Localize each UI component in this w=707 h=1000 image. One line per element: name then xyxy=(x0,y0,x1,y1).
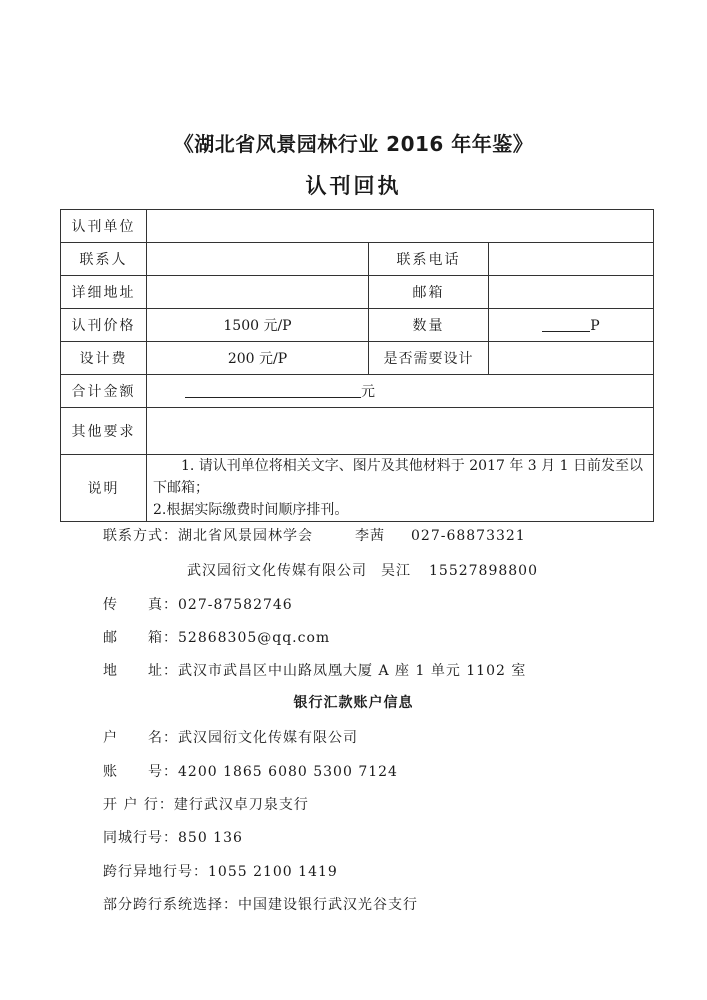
row-address xyxy=(61,276,654,309)
row-note xyxy=(61,455,654,522)
city-code-label: 同城行号： xyxy=(103,830,178,846)
bank-account-label: 账 号： xyxy=(103,764,178,780)
bank-name-line xyxy=(103,727,358,747)
quantity-field[interactable] xyxy=(489,309,654,342)
contact-method-label: 联系方式： xyxy=(103,528,178,544)
quantity-unit: P xyxy=(590,317,600,334)
addr-value: 武汉市武昌区中山路凤凰大厦 A 座 1 单元 1102 室 xyxy=(178,663,527,679)
total-unit: 元 xyxy=(361,384,375,400)
quantity-blank[interactable] xyxy=(542,317,590,332)
row-total xyxy=(61,375,654,408)
document-subtitle: 认刊回执 xyxy=(305,174,402,198)
note-content xyxy=(147,455,654,522)
bank-branch-line xyxy=(103,794,309,814)
city-code-value: 850 136 xyxy=(178,830,243,846)
price-value: 1500 元/P xyxy=(147,309,369,342)
email-label: 邮箱 xyxy=(369,276,489,309)
system-label: 部分跨行系统选择： xyxy=(103,897,238,913)
cross-code-label: 跨行异地行号： xyxy=(103,864,208,880)
contact-person-2: 吴江 xyxy=(381,563,411,579)
system-line xyxy=(103,894,418,914)
price-label: 认刊价格 xyxy=(61,309,147,342)
bank-account-line xyxy=(103,761,398,781)
total-field[interactable] xyxy=(147,375,654,408)
fax-value: 027-87582746 xyxy=(178,597,293,613)
contact-org-2: 武汉园衍文化传媒有限公司 xyxy=(187,563,367,579)
contact-phone-1: 027-68873321 xyxy=(411,528,526,544)
note-line-2: 2.根据实际缴费时间顺序排刊。 xyxy=(153,502,349,518)
contact-line-2 xyxy=(187,560,538,580)
unit-field[interactable] xyxy=(147,210,654,243)
contact-person-field[interactable] xyxy=(147,243,369,276)
bank-branch-value: 建行武汉卓刀泉支行 xyxy=(173,797,309,813)
subscription-form-table xyxy=(60,209,654,522)
bank-branch-label: 开 户 行： xyxy=(103,797,174,813)
document-title: 《湖北省风景园林行业 2016 年年鉴》 xyxy=(173,132,534,156)
total-blank[interactable] xyxy=(185,383,361,398)
contact-org-1: 湖北省风景园林学会 xyxy=(178,528,313,544)
other-field[interactable] xyxy=(147,408,654,455)
row-other xyxy=(61,408,654,455)
need-design-label: 是否需要设计 xyxy=(369,342,489,375)
design-fee-value: 200 元/P xyxy=(147,342,369,375)
mail-line xyxy=(103,627,330,647)
unit-label: 认刊单位 xyxy=(61,210,147,243)
row-price xyxy=(61,309,654,342)
fax-label: 传 真： xyxy=(103,597,178,613)
address-label: 详细地址 xyxy=(61,276,147,309)
mail-value[interactable]: 52868305@qq.com xyxy=(178,630,331,646)
address-line xyxy=(103,660,526,680)
mail-label: 邮 箱： xyxy=(103,630,178,646)
bank-info-title: 银行汇款账户信息 xyxy=(293,695,414,711)
quantity-label: 数量 xyxy=(369,309,489,342)
bank-name-label: 户 名： xyxy=(103,730,178,746)
bank-name-value: 武汉园衍文化传媒有限公司 xyxy=(178,730,358,746)
system-value: 中国建设银行武汉光谷支行 xyxy=(238,897,418,913)
row-unit xyxy=(61,210,654,243)
note-line-1: 1. 请认刊单位将相关文字、图片及其他材料于 2017 年 3 月 1 日前发至以下邮箱； xyxy=(153,458,643,496)
fax-line xyxy=(103,594,293,614)
addr-label: 地 址： xyxy=(103,663,178,679)
row-contact xyxy=(61,243,654,276)
city-code-line xyxy=(103,827,243,847)
total-label: 合计金额 xyxy=(61,375,147,408)
need-design-field[interactable] xyxy=(489,342,654,375)
address-field[interactable] xyxy=(147,276,369,309)
note-label: 说明 xyxy=(61,455,147,522)
phone-field[interactable] xyxy=(489,243,654,276)
contact-line-1 xyxy=(103,525,526,545)
contact-phone-2: 15527898800 xyxy=(429,563,538,579)
contact-person-1: 李茜 xyxy=(355,528,385,544)
contact-person-label: 联系人 xyxy=(61,243,147,276)
other-label: 其他要求 xyxy=(61,408,147,455)
cross-code-line xyxy=(103,861,338,881)
email-field[interactable] xyxy=(489,276,654,309)
row-design-fee xyxy=(61,342,654,375)
phone-label: 联系电话 xyxy=(369,243,489,276)
cross-code-value: 1055 2100 1419 xyxy=(208,864,338,880)
design-fee-label: 设计费 xyxy=(61,342,147,375)
bank-account-value: 4200 1865 6080 5300 7124 xyxy=(178,764,398,780)
